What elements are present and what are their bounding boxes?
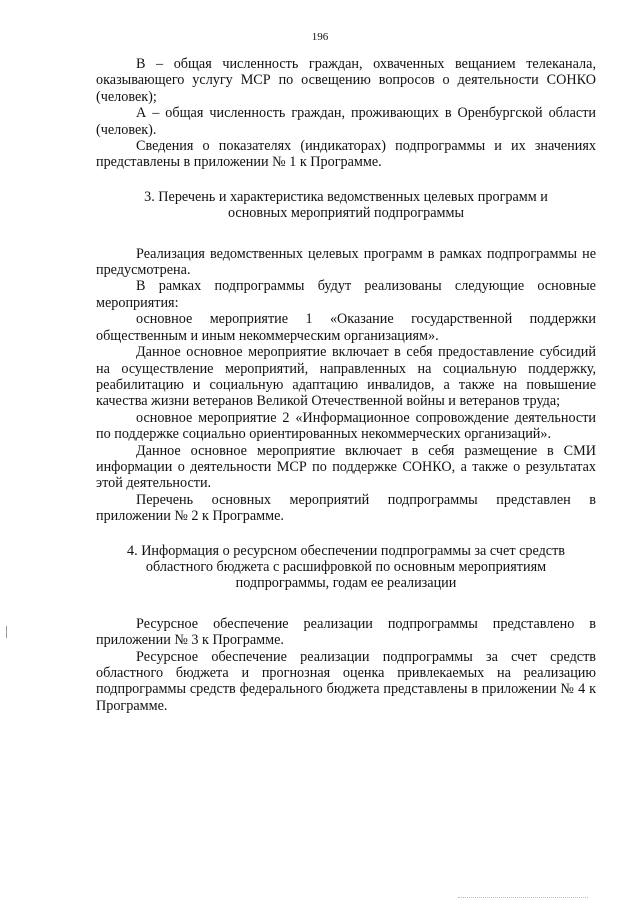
- document-body: [96, 56, 596, 714]
- paragraph-a-definition: А – общая численность граждан, проживающих в Оренбургской области (человек).: [96, 105, 596, 138]
- spacer: [96, 525, 596, 543]
- paragraph-not-provided: Реализация ведомственных целевых программ в рамках подпрограммы не предусмотрена.: [96, 245, 596, 279]
- paragraph-main-activities-intro: В рамках подпрограммы будут реализованы следующие основные мероприятия:: [96, 278, 596, 311]
- paragraph-activities-list-reference: Перечень основных мероприятий подпрограммы представлен в приложении № 2 к Программе.: [96, 491, 596, 525]
- paragraph-activity-1-description: Данное основное мероприятие включает в себя предоставление субсидий на осуществление мероприятий, направленных на социальную поддержку, реабилитацию и социальную адаптацию инвалидов, а также на повышение качества жизни ветеранов Великой Отечественной войны и ветеранов труда;: [96, 344, 596, 410]
- paragraph-b-definition: В – общая численность граждан, охваченных вещанием телеканала, оказывающего услугу МСР по освещению вопросов о деятельности СОНКО (человек);: [96, 56, 596, 105]
- spacer: [96, 171, 596, 189]
- scan-footer-marks: [458, 897, 588, 900]
- spacer: [96, 592, 596, 616]
- paragraph-activity-2: основное мероприятие 2 «Информационное сопровождение деятельности по поддержке социально ориентированных некоммерческих организаций».: [96, 409, 596, 443]
- paragraph-activity-2-description: Данное основное мероприятие включает в себя размещение в СМИ информации о деятельности МСР по поддержке СОНКО, а также о результатах этой деятельности.: [96, 442, 596, 492]
- page-number: 196: [311, 31, 329, 43]
- paragraph-resource-reference: Ресурсное обеспечение реализации подпрограммы представлено в приложении № 3 к Программе.: [96, 615, 596, 649]
- section-heading-4: 4. Информация о ресурсном обеспечении подпрограммы за счет средств областного бюджета с расшифровкой по основным мероприятиям подпрограммы, годам ее реализации: [127, 542, 565, 592]
- paragraph-activity-1: основное мероприятие 1 «Оказание государственной поддержки общественным и иным некоммерческим организациям».: [96, 311, 596, 344]
- paragraph-indicators-reference: Сведения о показателях (индикаторах) подпрограммы и их значениях представлены в приложении № 1 к Программе.: [96, 138, 596, 171]
- scan-margin-mark: [6, 626, 7, 638]
- spacer: [96, 222, 596, 246]
- paragraph-budget-reference: Ресурсное обеспечение реализации подпрограммы за счет средств областного бюджета и прогнозная оценка привлекаемых на реализацию подпрограммы средств федерального бюджета представлены в приложении № 4 к Программе.: [96, 648, 596, 714]
- section-heading-3: 3. Перечень и характеристика ведомственных целевых программ и основных мероприятий подпрограммы: [144, 188, 548, 222]
